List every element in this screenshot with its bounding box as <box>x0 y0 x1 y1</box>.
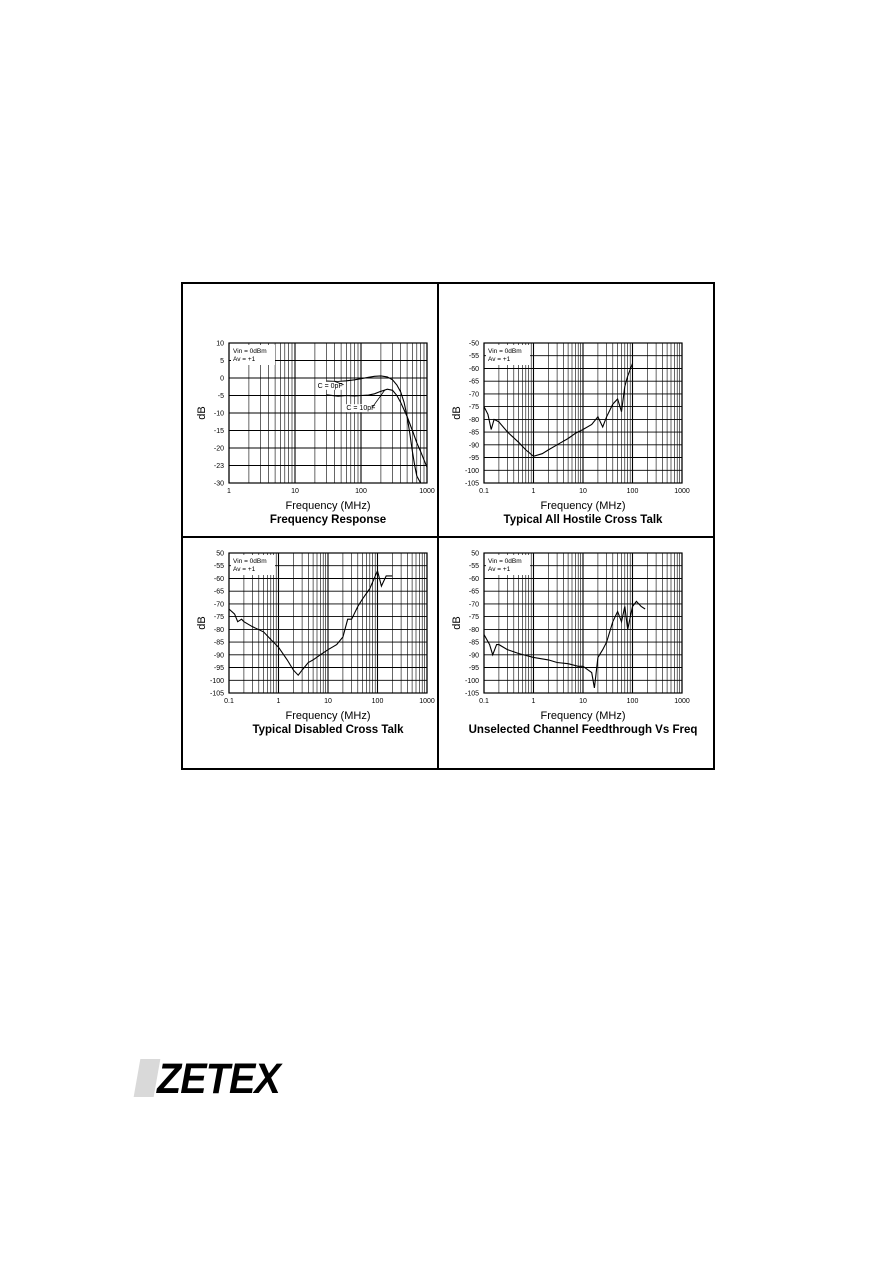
chart-3-y-tick-label: -70 <box>213 601 224 609</box>
chart-4-y-tick-label: -60 <box>468 576 479 583</box>
chart-2-y-tick-label: -95 <box>468 455 479 462</box>
chart-4-y-tick-label: 50 <box>471 550 479 558</box>
chart-2-y-tick-label: -90 <box>468 442 479 450</box>
chart-1-legend-entry: Av = +1 <box>233 356 256 363</box>
chart-4-x-axis-label: Frequency (MHz) <box>540 710 626 722</box>
chart-4-x-tick-label: 10 <box>579 698 587 705</box>
chart-1-y-tick-label: -5 <box>217 393 224 400</box>
chart-1-annotation: C = 0pF <box>317 382 343 390</box>
chart-3-legend-entry: Vin = 0dBm <box>233 558 267 565</box>
chart-2-x-axis-label: Frequency (MHz) <box>540 500 626 512</box>
chart-1-y-tick-label: -10 <box>213 410 224 418</box>
chart-4-y-tick-label: -55 <box>468 563 479 571</box>
chart-2-x-tick-label: 1000 <box>674 488 690 495</box>
chart-1-x-tick-label: 1000 <box>419 488 435 495</box>
chart-3-title: Typical Disabled Cross Talk <box>252 724 404 736</box>
chart-2-y-axis-label: dB <box>451 406 463 420</box>
chart-1-x-axis-label: Frequency (MHz) <box>285 500 371 512</box>
chart-2-y-tick-label: -75 <box>468 404 479 412</box>
chart-4-y-tick-label: -80 <box>468 626 479 634</box>
chart-2-series-crosstalk <box>484 363 633 456</box>
chart-2-x-tick-label: 100 <box>626 488 639 495</box>
chart-3-typical-disabled-cross-talk <box>229 553 427 693</box>
chart-2-y-tick-label: -50 <box>468 340 479 348</box>
chart-3-y-tick-label: -85 <box>213 639 224 647</box>
chart-1-x-tick-label: 1 <box>227 488 231 495</box>
chart-4-legend-entry: Av = +1 <box>488 566 511 573</box>
chart-4-y-tick-label: -70 <box>468 601 479 609</box>
logo-text: ZETEX <box>157 1055 280 1103</box>
zetex-logo <box>137 1055 287 1103</box>
chart-3-y-tick-label: -80 <box>213 626 224 634</box>
chart-3-y-tick-label: -65 <box>213 588 224 596</box>
chart-1-title: Frequency Response <box>269 514 387 526</box>
chart-1-y-tick-label: 0 <box>220 375 224 383</box>
chart-4-x-tick-label: 1 <box>531 698 536 705</box>
chart-3-legend-entry: Av = +1 <box>233 566 256 573</box>
chart-4-y-axis-label: dB <box>451 616 463 630</box>
chart-1-y-tick-label: -23 <box>213 463 224 470</box>
chart-4-y-tick-label: -75 <box>468 614 479 622</box>
chart-3-y-tick-label: -105 <box>209 690 224 698</box>
chart-1-y-axis-label: dB <box>196 406 208 420</box>
chart-1-x-tick-label: 100 <box>355 488 367 495</box>
chart-4-legend-entry: Vin = 0dBm <box>488 558 522 565</box>
chart-4-y-tick-label: -95 <box>468 665 479 672</box>
chart-1-annotation: C = 10pF <box>346 405 376 413</box>
chart-2-y-tick-label: -100 <box>464 467 479 475</box>
chart-3-y-axis-label: dB <box>196 616 208 630</box>
chart-1-y-tick-label: -20 <box>213 445 224 453</box>
chart-2-y-tick-label: -105 <box>464 480 479 488</box>
chart-4-title: Unselected Channel Feedthrough Vs Freq <box>468 724 698 736</box>
chart-4-series-feedthrough <box>484 601 645 688</box>
chart-1-frequency-response <box>229 343 427 483</box>
chart-4-unselected-channel-feedthrough-vs-freq <box>484 553 682 693</box>
chart-2-typical-all-hostile-cross-talk <box>484 343 682 483</box>
chart-1-series-c-0pf <box>327 376 421 483</box>
chart-3-x-tick-label: 1 <box>276 698 281 705</box>
chart-1-y-tick-label: -30 <box>213 480 224 488</box>
chart-2-y-tick-label: -60 <box>468 366 479 373</box>
chart-2-legend-entry: Vin = 0dBm <box>488 348 522 355</box>
chart-4-y-tick-label: -85 <box>468 639 479 647</box>
chart-2-y-tick-label: -70 <box>468 391 479 399</box>
chart-2-legend-entry: Av = +1 <box>488 356 511 363</box>
chart-1-y-tick-label: 10 <box>216 340 224 348</box>
chart-3-x-tick-label: 1000 <box>419 698 435 705</box>
chart-3-y-tick-label: -90 <box>213 652 224 660</box>
chart-1-y-tick-label: 5 <box>220 358 224 365</box>
chart-2-y-tick-label: -55 <box>468 353 479 361</box>
chart-1-legend-entry: Vin = 0dBm <box>233 348 267 355</box>
chart-1-y-tick-label: -15 <box>213 428 224 435</box>
chart-3-series-crosstalk <box>229 571 392 675</box>
chart-3-x-tick-label: 0.1 <box>224 698 234 705</box>
chart-4-x-tick-label: 1000 <box>674 698 690 705</box>
chart-2-y-tick-label: -80 <box>468 416 479 424</box>
chart-2-x-tick-label: 10 <box>579 488 587 495</box>
chart-3-y-tick-label: 50 <box>216 550 224 558</box>
chart-2-y-tick-label: -85 <box>468 429 479 437</box>
chart-3-y-tick-label: -55 <box>213 563 224 571</box>
chart-3-x-axis-label: Frequency (MHz) <box>285 710 371 722</box>
chart-4-y-tick-label: -65 <box>468 588 479 596</box>
chart-3-y-tick-label: -75 <box>213 614 224 622</box>
chart-4-x-tick-label: 0.1 <box>479 698 489 705</box>
chart-2-y-tick-label: -65 <box>468 378 479 386</box>
chart-4-y-tick-label: -90 <box>468 652 479 660</box>
chart-4-y-tick-label: -105 <box>464 690 479 698</box>
chart-2-x-tick-label: 1 <box>531 488 536 495</box>
chart-2-x-tick-label: 0.1 <box>479 488 489 495</box>
chart-3-y-tick-label: -100 <box>209 677 224 685</box>
chart-3-y-tick-label: -60 <box>213 576 224 583</box>
chart-4-y-tick-label: -100 <box>464 677 479 685</box>
chart-1-x-tick-label: 10 <box>291 488 299 495</box>
chart-4-x-tick-label: 100 <box>626 698 639 705</box>
chart-3-x-tick-label: 100 <box>371 698 384 705</box>
chart-3-x-tick-label: 10 <box>324 698 332 705</box>
chart-2-title: Typical All Hostile Cross Talk <box>503 514 663 526</box>
chart-3-y-tick-label: -95 <box>213 665 224 672</box>
